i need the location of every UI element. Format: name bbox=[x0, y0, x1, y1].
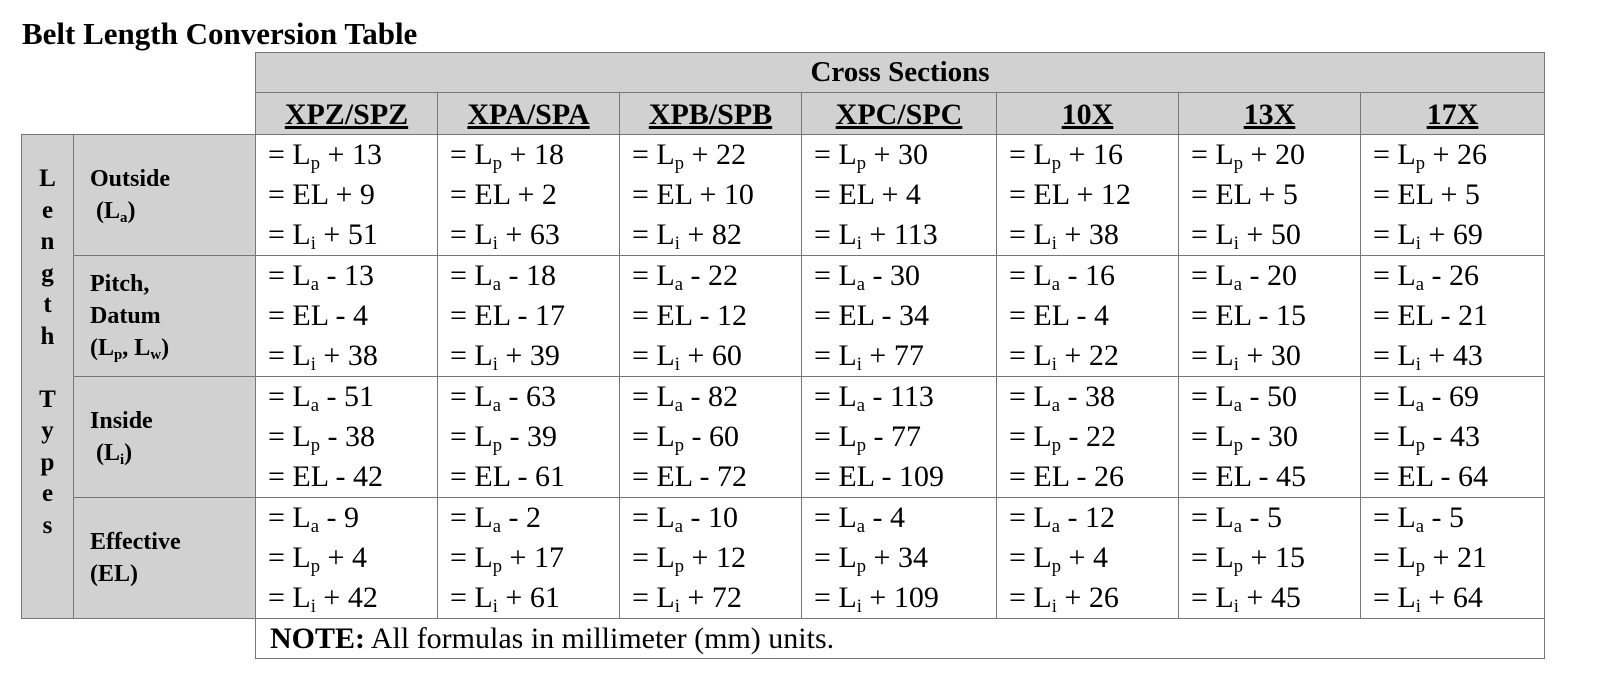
formula: = EL - 15 bbox=[1191, 299, 1306, 332]
formula: = $L_a - 10$ bbox=[632, 501, 739, 538]
formula: = $L_p + 22$ bbox=[632, 138, 746, 175]
formula: = EL - 109 bbox=[814, 460, 944, 493]
column-header: XPZ/SPZ bbox=[256, 93, 438, 135]
formula: = $L_i + 113$ bbox=[814, 218, 938, 255]
formula: = $L_i + 69$ bbox=[1373, 218, 1483, 255]
formula-cell bbox=[1361, 498, 1545, 619]
formula: = $L_i + 45$ bbox=[1191, 581, 1301, 618]
header-blank bbox=[22, 93, 256, 135]
formula-cell bbox=[802, 135, 997, 256]
formula: = $L_p - 39$ bbox=[450, 420, 558, 457]
formula: = $L_a - 18$ bbox=[450, 259, 557, 296]
formula: = EL - 64 bbox=[1373, 460, 1488, 493]
formula: = $L_a - 12$ bbox=[1009, 501, 1116, 538]
cross-sections-header: Cross Sections bbox=[256, 53, 1545, 93]
formula: = $L_i + 42$ bbox=[268, 581, 378, 618]
formula: = EL + 5 bbox=[1373, 178, 1480, 211]
formula: = $L_i + 63$ bbox=[450, 218, 560, 255]
formula: = EL - 26 bbox=[1009, 460, 1124, 493]
formula-cell bbox=[997, 377, 1179, 498]
formula: = $L_i + 82$ bbox=[632, 218, 742, 255]
formula: = $L_a - 69$ bbox=[1373, 380, 1480, 417]
formula: = $L_i + 77$ bbox=[814, 339, 924, 376]
formula: = $L_p + 4$ bbox=[1009, 541, 1108, 578]
formula: = $L_p - 43$ bbox=[1373, 420, 1481, 457]
formula-cell bbox=[620, 256, 802, 377]
note-label: NOTE: bbox=[270, 621, 366, 655]
column-header: XPA/SPA bbox=[438, 93, 620, 135]
formula: = EL - 17 bbox=[450, 299, 565, 332]
formula-cell bbox=[438, 377, 620, 498]
formula: = $L_p + 13$ bbox=[268, 138, 382, 175]
formula-cell bbox=[438, 498, 620, 619]
formula: = EL - 61 bbox=[450, 460, 565, 493]
formula: = $L_a - 63$ bbox=[450, 380, 557, 417]
page-title: Belt Length Conversion Table bbox=[22, 16, 418, 51]
formula: = $L_p - 77$ bbox=[814, 420, 922, 457]
formula: = $L_p + 16$ bbox=[1009, 138, 1123, 175]
formula: = EL + 4 bbox=[814, 178, 921, 211]
formula: = $L_a - 9$ bbox=[268, 501, 360, 538]
column-header: XPB/SPB bbox=[620, 93, 802, 135]
formula-cell bbox=[1179, 135, 1361, 256]
formula-cell bbox=[997, 256, 1179, 377]
formula: = $L_i + 30$ bbox=[1191, 339, 1301, 376]
formula: = $L_a - 2$ bbox=[450, 501, 542, 538]
formula: = EL - 45 bbox=[1191, 460, 1306, 493]
formula: = $L_p + 20$ bbox=[1191, 138, 1305, 175]
note-blank bbox=[22, 619, 256, 659]
formula: = $L_a - 22$ bbox=[632, 259, 739, 296]
formula: = $L_a - 4$ bbox=[814, 501, 906, 538]
formula: = $L_a - 82$ bbox=[632, 380, 739, 417]
formula: = $L_i + 38$ bbox=[1009, 218, 1119, 255]
length-types-label: L e n g t h T y p e s bbox=[22, 135, 74, 619]
formula: = EL - 4 bbox=[268, 299, 368, 332]
formula: = EL - 42 bbox=[268, 460, 383, 493]
formula: = $L_a - 30$ bbox=[814, 259, 921, 296]
formula: = $L_p - 60$ bbox=[632, 420, 740, 457]
formula: = $L_p + 15$ bbox=[1191, 541, 1305, 578]
formula: = $L_i + 39$ bbox=[450, 339, 560, 376]
formula: = $L_p + 12$ bbox=[632, 541, 746, 578]
formula: = $L_i + 64$ bbox=[1373, 581, 1483, 618]
column-header: 10X bbox=[997, 93, 1179, 135]
formula: = EL + 9 bbox=[268, 178, 375, 211]
formula-cell bbox=[997, 135, 1179, 256]
formula-cell bbox=[256, 256, 438, 377]
formula: = $L_i + 72$ bbox=[632, 581, 742, 618]
formula: = $L_a - 16$ bbox=[1009, 259, 1116, 296]
formula: = EL - 4 bbox=[1009, 299, 1109, 332]
formula: = EL + 2 bbox=[450, 178, 557, 211]
formula: = $L_p + 4$ bbox=[268, 541, 367, 578]
formula: = $L_a - 51$ bbox=[268, 380, 375, 417]
column-header: 13X bbox=[1179, 93, 1361, 135]
formula: = EL - 34 bbox=[814, 299, 929, 332]
formula-cell bbox=[802, 377, 997, 498]
formula-cell bbox=[620, 135, 802, 256]
formula-cell bbox=[1179, 498, 1361, 619]
formula: = $L_p + 17$ bbox=[450, 541, 564, 578]
formula: = $L_a - 13$ bbox=[268, 259, 375, 296]
formula-cell bbox=[620, 377, 802, 498]
formula-cell bbox=[256, 135, 438, 256]
formula: = EL + 12 bbox=[1009, 178, 1131, 211]
formula: = $L_i + 26$ bbox=[1009, 581, 1119, 618]
formula-cell bbox=[997, 498, 1179, 619]
column-header: XPC/SPC bbox=[802, 93, 997, 135]
formula-cell bbox=[256, 498, 438, 619]
formula: = $L_i + 60$ bbox=[632, 339, 742, 376]
column-header: 17X bbox=[1361, 93, 1545, 135]
formula: = $L_i + 43$ bbox=[1373, 339, 1483, 376]
formula: = $L_a - 26$ bbox=[1373, 259, 1480, 296]
formula: = $L_p - 30$ bbox=[1191, 420, 1299, 457]
formula: = $L_i + 22$ bbox=[1009, 339, 1119, 376]
row-header: Inside $(L_i)$ bbox=[74, 377, 256, 498]
formula: = $L_p + 34$ bbox=[814, 541, 928, 578]
formula: = $L_p + 30$ bbox=[814, 138, 928, 175]
note: NOTE: All formulas in millimeter (mm) units. bbox=[256, 619, 1545, 659]
formula: = EL - 72 bbox=[632, 460, 747, 493]
formula: = $L_p + 26$ bbox=[1373, 138, 1487, 175]
formula: = $L_a - 5$ bbox=[1373, 501, 1465, 538]
formula: = $L_a - 20$ bbox=[1191, 259, 1298, 296]
conversion-table bbox=[21, 52, 1545, 659]
formula: = $L_i + 51$ bbox=[268, 218, 378, 255]
formula: = $L_a - 50$ bbox=[1191, 380, 1298, 417]
formula: = $L_i + 109$ bbox=[814, 581, 939, 618]
formula: = EL - 21 bbox=[1373, 299, 1488, 332]
formula-cell bbox=[1361, 135, 1545, 256]
formula-cell bbox=[802, 256, 997, 377]
formula: = $L_p - 22$ bbox=[1009, 420, 1117, 457]
formula: = $L_i + 61$ bbox=[450, 581, 560, 618]
formula-cell bbox=[256, 377, 438, 498]
row-header: Outside $(L_a)$ bbox=[74, 135, 256, 256]
formula-cell bbox=[438, 256, 620, 377]
formula: = EL + 10 bbox=[632, 178, 754, 211]
row-header: Pitch, Datum ($L_p$, $L_w$) bbox=[74, 256, 256, 377]
formula: = $L_a - 38$ bbox=[1009, 380, 1116, 417]
formula: = $L_p - 38$ bbox=[268, 420, 376, 457]
formula: = $L_i + 50$ bbox=[1191, 218, 1301, 255]
formula: = $L_p + 21$ bbox=[1373, 541, 1487, 578]
formula: = $L_a - 113$ bbox=[814, 380, 934, 417]
formula-cell bbox=[1179, 256, 1361, 377]
formula-cell bbox=[620, 498, 802, 619]
formula: = EL - 12 bbox=[632, 299, 747, 332]
formula: = EL + 5 bbox=[1191, 178, 1298, 211]
row-header: Effective (EL) bbox=[74, 498, 256, 619]
formula-cell bbox=[1361, 377, 1545, 498]
formula-cell bbox=[1361, 256, 1545, 377]
formula: = $L_p + 18$ bbox=[450, 138, 564, 175]
formula-cell bbox=[802, 498, 997, 619]
header-blank bbox=[22, 53, 256, 93]
formula: = $L_i + 38$ bbox=[268, 339, 378, 376]
formula-cell bbox=[438, 135, 620, 256]
formula-cell bbox=[1179, 377, 1361, 498]
formula: = $L_a - 5$ bbox=[1191, 501, 1283, 538]
